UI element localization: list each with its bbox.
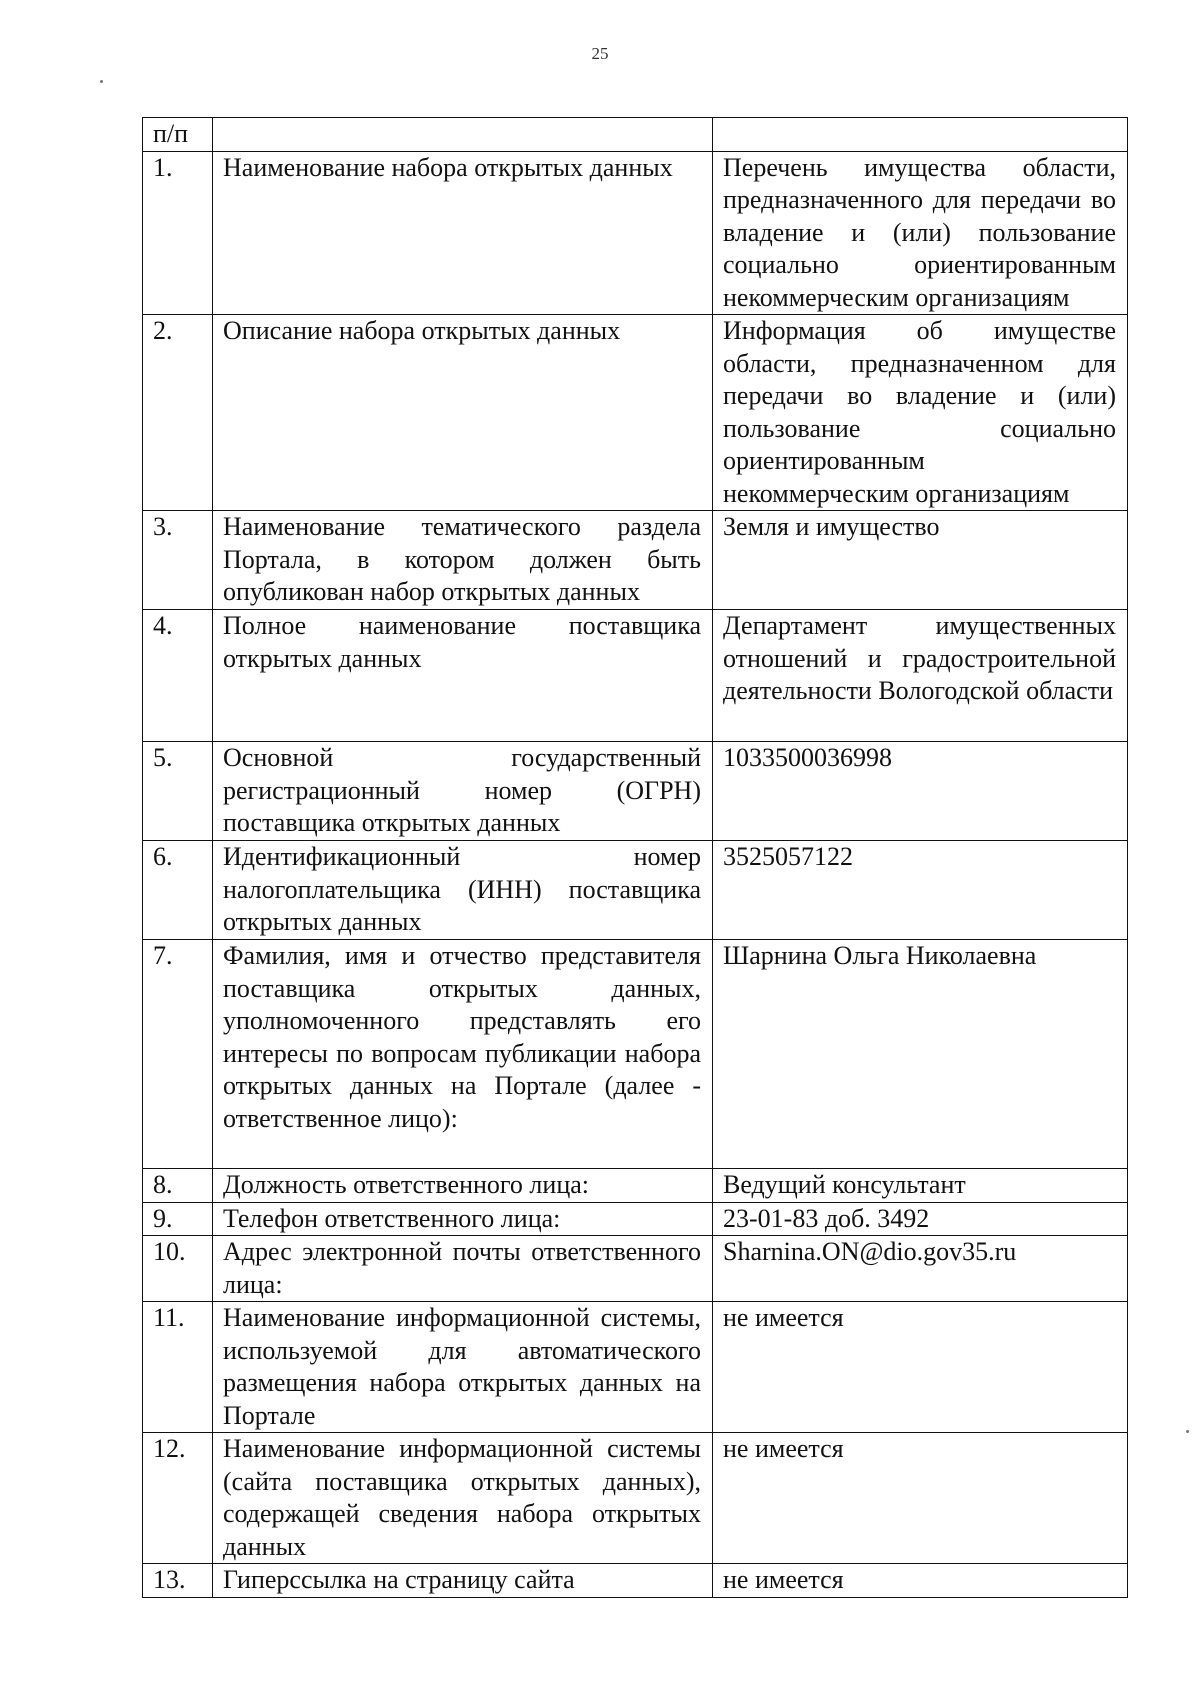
row-value: не имеется [713, 1433, 1128, 1564]
row-value: Ведущий консультант [713, 1169, 1128, 1203]
table-row [143, 1302, 1128, 1433]
row-value: Информация об имуществе области, предназначенном для передачи во владение и (или) пользование социально ориентированным некоммерческим организациям [713, 315, 1128, 511]
row-label: Наименование информационной системы, используемой для автоматического размещения набора открытых данных на Портале [213, 1302, 713, 1433]
table-row [143, 1236, 1128, 1302]
table-row [143, 1202, 1128, 1236]
row-num: 8. [143, 1169, 213, 1203]
scan-speck [100, 80, 103, 83]
row-num: 1. [143, 151, 213, 315]
table-row [143, 511, 1128, 610]
row-value: не имеется [713, 1564, 1128, 1598]
row-num: 7. [143, 940, 213, 1169]
row-label: Наименование информационной системы (сайта поставщика открытых данных), содержащей сведения набора открытых данных [213, 1433, 713, 1564]
table-header-row [143, 118, 1128, 152]
table-row [143, 841, 1128, 940]
header-value [713, 118, 1128, 152]
row-value: Земля и имущество [713, 511, 1128, 610]
row-label: Телефон ответственного лица: [213, 1202, 713, 1236]
row-value: Шарнина Ольга Николаевна [713, 940, 1128, 1169]
table-row [143, 1433, 1128, 1564]
row-label: Наименование набора открытых данных [213, 151, 713, 315]
row-label: Полное наименование поставщика открытых данных [213, 610, 713, 742]
row-value: Sharnina.ON@dio.gov35.ru [713, 1236, 1128, 1302]
row-label: Фамилия, имя и отчество представителя поставщика открытых данных, уполномоченного представлять его интересы по вопросам публикации набора открытых данных на Портале (далее - ответственное лицо): [213, 940, 713, 1169]
row-value: 3525057122 [713, 841, 1128, 940]
row-num: 11. [143, 1302, 213, 1433]
page-number: 25 [591, 44, 609, 63]
row-label: Наименование тематического раздела Портала, в котором должен быть опубликован набор открытых данных [213, 511, 713, 610]
row-label: Описание набора открытых данных [213, 315, 713, 511]
row-value: 23-01-83 доб. 3492 [713, 1202, 1128, 1236]
row-label: Должность ответственного лица: [213, 1169, 713, 1203]
row-label: Адрес электронной почты ответственного лица: [213, 1236, 713, 1302]
row-label: Идентификационный номер налогоплательщика (ИНН) поставщика открытых данных [213, 841, 713, 940]
header-label [213, 118, 713, 152]
row-num: 9. [143, 1202, 213, 1236]
row-value: Перечень имущества области, предназначенного для передачи во владение и (или) пользование социально ориентированным некоммерческим организациям [713, 151, 1128, 315]
row-value: не имеется [713, 1302, 1128, 1433]
row-label: Гиперссылка на страницу сайта [213, 1564, 713, 1598]
scan-speck [1186, 1430, 1189, 1433]
row-value: 1033500036998 [713, 742, 1128, 841]
row-num: 4. [143, 610, 213, 742]
open-data-passport-table [142, 117, 1128, 1598]
table-row [143, 315, 1128, 511]
row-num: 12. [143, 1433, 213, 1564]
table-row [143, 940, 1128, 1169]
table-row [143, 151, 1128, 315]
table-row [143, 1169, 1128, 1203]
header-num: п/п [143, 118, 213, 152]
row-num: 3. [143, 511, 213, 610]
table-row [143, 742, 1128, 841]
row-num: 5. [143, 742, 213, 841]
table-row [143, 1564, 1128, 1598]
row-num: 6. [143, 841, 213, 940]
row-num: 10. [143, 1236, 213, 1302]
row-label: Основной государственный регистрационный номер (ОГРН) поставщика открытых данных [213, 742, 713, 841]
table-row [143, 610, 1128, 742]
row-value: Департамент имущественных отношений и градостроительной деятельности Вологодской области [713, 610, 1128, 742]
row-num: 13. [143, 1564, 213, 1598]
row-num: 2. [143, 315, 213, 511]
